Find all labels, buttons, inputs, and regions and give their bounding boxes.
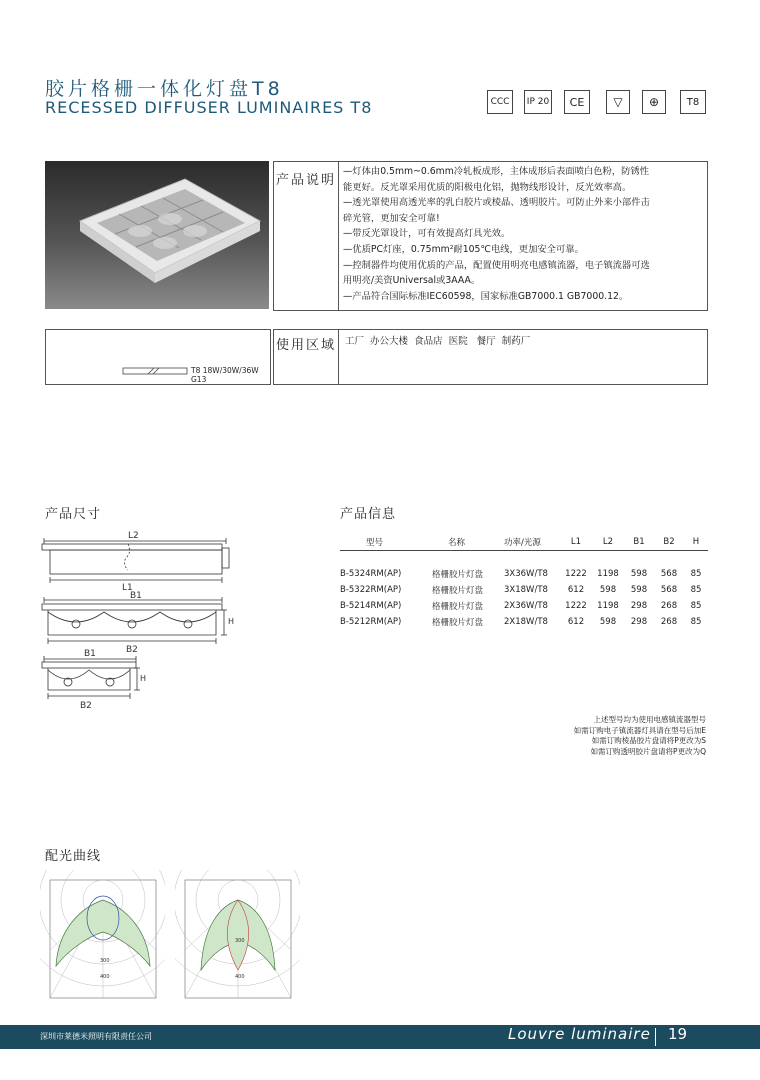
table-cell: 298 bbox=[630, 601, 648, 611]
table-cell: 298 bbox=[630, 617, 648, 627]
page-number: 19 bbox=[668, 1025, 688, 1043]
col-header: H bbox=[692, 537, 700, 547]
dim-label-b1: B1 bbox=[84, 649, 96, 659]
page-title-cn: 胶片格栅一体化灯盘T8 bbox=[45, 78, 284, 100]
description-line: —灯体由0.5mm~0.6mm冷轧板成形，主体成形后表面喷白色粉，防锈性 bbox=[343, 166, 650, 177]
page-title-en: RECESSED DIFFUSER LUMINAIRES T8 bbox=[45, 98, 373, 117]
description-line: 能更好。反光罩采用优质的阳极电化铝，抛物线形设计，反光效率高。 bbox=[343, 181, 632, 193]
footer-separator bbox=[655, 1028, 656, 1046]
dim-label-b2: B2 bbox=[80, 701, 92, 711]
col-header: 功率/光源 bbox=[504, 538, 541, 548]
table-cell: 85 bbox=[690, 617, 702, 627]
table-cell: 85 bbox=[690, 585, 702, 595]
description-line: —产品符合国际标准IEC60598，国家标准GB7000.1 GB7000.12。 bbox=[343, 290, 629, 302]
curve-label: 400 bbox=[100, 974, 110, 980]
triangle-cert-icon: ▽ bbox=[606, 90, 630, 114]
description-line: —带反光罩设计，可有效提高灯具光效。 bbox=[343, 228, 511, 240]
curve-label: 300 bbox=[100, 958, 110, 964]
description-line: —控制器件均使用优质的产品，配置使用明亮电感镇流器，电子镇流器可选 bbox=[343, 259, 650, 271]
description-line: 用明亮/美资Universal或3AAA。 bbox=[343, 275, 481, 287]
product-info-table bbox=[340, 534, 708, 630]
table-row bbox=[340, 582, 708, 598]
dim-label-h: H bbox=[228, 617, 235, 626]
table-cell: 1198 bbox=[597, 601, 619, 611]
note-line: 如需订购电子镇流器灯具请在型号后加E bbox=[573, 725, 706, 735]
curve-label: 400 bbox=[235, 974, 245, 980]
info-heading: 产品信息 bbox=[340, 507, 397, 522]
col-header: 名称 bbox=[448, 538, 466, 548]
usage-text: 工厂 办公大楼 食品店 医院 餐厅 制药厂 bbox=[345, 336, 531, 347]
description-line: —优质PC灯座，0.75mm²耐105℃电线，更加安全可靠。 bbox=[343, 243, 584, 255]
lamp-base-text: G13 bbox=[191, 375, 207, 384]
table-cell: 85 bbox=[690, 601, 702, 611]
table-cell: 612 bbox=[567, 585, 585, 595]
tube-lamp-icon bbox=[120, 365, 190, 377]
lamp-spec bbox=[191, 366, 259, 384]
t8-cert-icon: T8 bbox=[680, 90, 706, 114]
table-cell: 268 bbox=[660, 617, 678, 627]
table-cell: 2X36W/T8 bbox=[504, 601, 548, 611]
table-cell: 598 bbox=[599, 617, 617, 627]
table-cell: 格栅胶片灯盘 bbox=[432, 602, 484, 612]
dim-label-b2: B2 bbox=[126, 645, 138, 655]
product-photo bbox=[45, 161, 269, 309]
table-cell: 格栅胶片灯盘 bbox=[432, 570, 484, 580]
table-cell: 1222 bbox=[565, 569, 587, 579]
description-text bbox=[343, 164, 705, 304]
col-header: 型号 bbox=[366, 538, 384, 548]
footer-company: 深圳市莱德米照明有限责任公司 bbox=[40, 1032, 152, 1041]
table-cell: 598 bbox=[630, 585, 648, 595]
table-cell: B-5214RM(AP) bbox=[340, 601, 402, 611]
table-cell: 612 bbox=[567, 617, 585, 627]
col-header: B2 bbox=[663, 537, 675, 547]
ce-cert-icon: CE bbox=[564, 90, 590, 114]
curve-label: 300 bbox=[235, 938, 245, 944]
divider bbox=[338, 161, 339, 311]
col-header: L1 bbox=[570, 537, 582, 547]
table-cell: 268 bbox=[660, 601, 678, 611]
table-cell: 3X18W/T8 bbox=[504, 585, 548, 595]
light-distribution-chart-1 bbox=[40, 870, 165, 1012]
table-cell: 格栅胶片灯盘 bbox=[432, 586, 484, 596]
photometric-heading: 配光曲线 bbox=[45, 849, 102, 864]
lamp-spec-text: T8 18W/30W/36W bbox=[191, 366, 259, 375]
dim-label-l2: L2 bbox=[128, 531, 139, 541]
luminaire-illustration bbox=[45, 161, 269, 309]
table-cell: 568 bbox=[660, 569, 678, 579]
table-cell: 598 bbox=[599, 585, 617, 595]
ordering-notes bbox=[460, 715, 706, 757]
note-line: 上述型号均为使用电感镇流器型号 bbox=[593, 715, 706, 724]
usage-label: 使用区域 bbox=[275, 337, 336, 353]
ccc-cert-icon: CCC bbox=[487, 90, 513, 114]
col-header: B1 bbox=[633, 537, 645, 547]
dim-label-h: H bbox=[140, 674, 147, 683]
table-row bbox=[340, 614, 708, 630]
col-header: L2 bbox=[602, 537, 614, 547]
dimensions-heading: 产品尺寸 bbox=[45, 507, 102, 522]
description-line: —透光罩使用高透光率的乳白胶片或棱晶、透明胶片。可防止外来小部件击 bbox=[343, 197, 650, 209]
light-distribution-chart-2 bbox=[175, 870, 300, 1012]
table-cell: 2X18W/T8 bbox=[504, 617, 548, 627]
description-label: 产品说明 bbox=[275, 172, 336, 188]
note-line: 如需订购透明胶片盘请将P更改为Q bbox=[590, 746, 706, 756]
note-line: 如需订购棱晶胶片盘请将P更改为S bbox=[591, 736, 706, 745]
table-row bbox=[340, 566, 708, 582]
dim-label-b1: B1 bbox=[130, 591, 142, 601]
divider bbox=[338, 329, 339, 385]
footer-series: Louvre luminaire bbox=[508, 1025, 651, 1043]
table-cell: 1222 bbox=[565, 601, 587, 611]
description-line: 碎光管，更加安全可靠! bbox=[343, 212, 440, 224]
table-cell: 598 bbox=[630, 569, 648, 579]
table-header-row bbox=[340, 534, 708, 550]
ground-cert-icon: ⊕ bbox=[642, 90, 666, 114]
dim-label-l1: L1 bbox=[122, 583, 133, 593]
table-row bbox=[340, 598, 708, 614]
ip20-cert-icon: IP 20 bbox=[524, 90, 552, 114]
table-cell: 1198 bbox=[597, 569, 619, 579]
table-cell: 568 bbox=[660, 585, 678, 595]
table-cell: 格栅胶片灯盘 bbox=[432, 618, 484, 628]
dimension-drawing bbox=[40, 528, 240, 713]
table-cell: B-5322RM(AP) bbox=[340, 585, 402, 595]
table-cell: B-5212RM(AP) bbox=[340, 617, 402, 627]
table-cell: 3X36W/T8 bbox=[504, 569, 548, 579]
table-cell: B-5324RM(AP) bbox=[340, 569, 402, 579]
table-cell: 85 bbox=[690, 569, 702, 579]
